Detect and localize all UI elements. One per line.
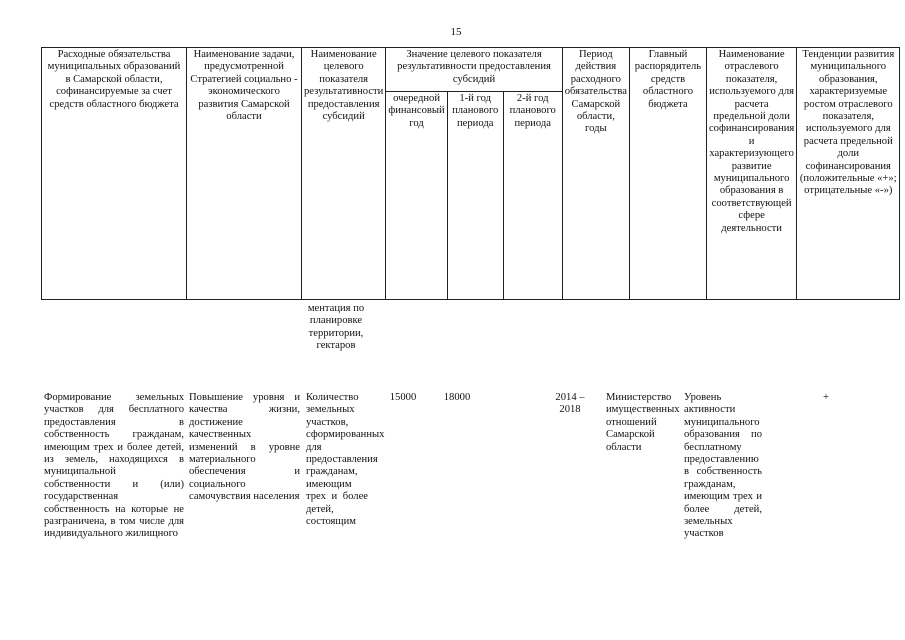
row-col6: Министерство имущественных отношений Самарской области — [606, 392, 680, 453]
row-col7: Уровень активности муниципального образования по бесплатному предоставлению в собственность гражданам, имеющим трех и более детей, земельных участков — [684, 392, 762, 540]
header-col5: Период действия расходного обязательства Самарской области, годы — [562, 48, 629, 300]
row-col8: + — [823, 392, 829, 403]
row-col4a: 15000 — [389, 392, 417, 403]
header-col2: Наименование задачи, предусмотренной Стратегией социально - экономического развития Самарской области — [187, 48, 302, 300]
header-col8: Тенденции развития муниципального образования, характеризуемые ростом отраслевого показателя, используемого для расчета предельной доли софинансирования (положительные «+»; отрицательные «-») — [797, 48, 900, 300]
header-col4c: 2-й год планового периода — [503, 92, 562, 300]
row-col4b: 18000 — [443, 392, 471, 403]
header-col6: Главный распорядитель средств областного бюджета — [629, 48, 706, 300]
header-col7: Наименование отраслевого показателя, используемого для расчета предельной доли софинансирования и характеризующего развитие муниципального образования в соответствующей сфере деятельности — [706, 48, 796, 300]
header-table — [41, 47, 900, 300]
row-col1: Формирование земельных участков для бесплатного предоставления в собственность гражданам, имеющим трех и более детей, из земель, находящихся в муниципальной собственности и (или) государственная собственность на которые не разграничена, в том числе для индивидуального жилищного — [44, 392, 184, 540]
header-col3: Наименование целевого показателя результативности предоставления субсидий — [302, 48, 386, 300]
row-col5: 2014 – 2018 — [555, 392, 585, 416]
continuation-col3: ментация по планировке территории, гектаров — [307, 303, 365, 352]
header-col1: Расходные обязательства муниципальных образований в Самарской области, софинансируемые за счет средств областного бюджета — [42, 48, 187, 300]
header-col4-group: Значение целевого показателя результативности предоставления субсидий — [386, 48, 562, 92]
page-number: 15 — [450, 26, 462, 38]
row-col2: Повышение уровня и качества жизни, достижение качественных изменений в уровне материального обеспечения и социального самочувствия населения — [189, 392, 300, 503]
header-col4a: очередной финансовый год — [386, 92, 447, 300]
row-col3: Количество земельных участков, сформированных для предоставления гражданам, имеющим трех и более детей, состоящим — [306, 392, 385, 528]
header-col4b: 1-й год планового периода — [447, 92, 503, 300]
